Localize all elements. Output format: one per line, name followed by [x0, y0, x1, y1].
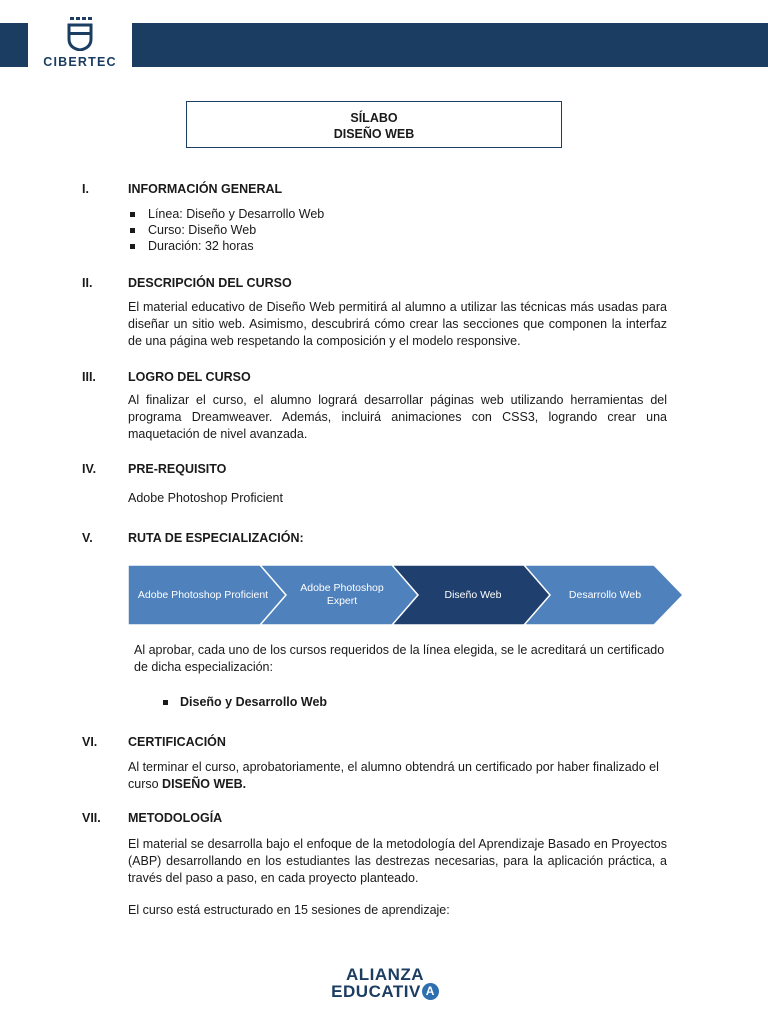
logo-text: CIBERTEC [43, 55, 117, 69]
sessions-text: El curso está estructurado en 15 sesiones de aprendizaje: [128, 903, 450, 917]
section-title: DESCRIPCIÓN DEL CURSO [128, 276, 292, 290]
section-title: LOGRO DEL CURSO [128, 370, 251, 384]
prerequisite-text: Adobe Photoshop Proficient [128, 491, 283, 505]
section-number: V. [82, 531, 93, 545]
route-step-label: Adobe Photoshop Proficient [137, 588, 269, 601]
logo-line-2 [329, 983, 441, 1000]
methodology-text: El material se desarrolla bajo el enfoque de la metodología del Aprendizaje Basado en Proyectos (ABP) desarrollando en los estudiantes las destrezas necesarias, para la aplicación práctica, a través del paso a paso, en cada proyecto planteado. [128, 837, 667, 885]
route-step-label: Desarrollo Web [568, 588, 642, 601]
section-title: CERTIFICACIÓN [128, 735, 226, 749]
title-line-1: SÍLABO [350, 111, 398, 125]
achievement-text: Al finalizar el curso, el alumno logrará desarrollar páginas web utilizando herramientas del programa Dreamweaver. Además, incluirá animaciones con CSS3, logrando crear una maquetación de nivel avanzada. [128, 393, 667, 441]
info-list [128, 206, 324, 254]
section-number: III. [82, 370, 96, 384]
logo-line-2-text: EDUCATIV [331, 982, 421, 1001]
section-title: PRE-REQUISITO [128, 462, 227, 476]
section-number: VII. [82, 811, 101, 825]
list-item: Línea: Diseño y Desarrollo Web [128, 206, 324, 222]
alianza-educativa-logo [329, 966, 441, 1000]
section-number: VI. [82, 735, 98, 749]
route-step-label: Diseño Web [444, 588, 502, 601]
route-step-label: Adobe Photoshop Expert [300, 582, 384, 607]
certification-course: DISEÑO WEB. [162, 777, 247, 791]
list-item: Curso: Diseño Web [128, 222, 324, 238]
section-title: METODOLOGÍA [128, 811, 223, 825]
a-mark-icon: A [422, 983, 439, 1000]
logo-line-1: ALIANZA [345, 965, 425, 984]
title-line-2: DISEÑO WEB [333, 127, 415, 141]
section-number: II. [82, 276, 93, 290]
section-title: RUTA DE ESPECIALIZACIÓN: [128, 531, 304, 545]
certification-body: Al terminar el curso, aprobatoriamente, el alumno obtendrá un certificado por haber finalizado el curso [128, 760, 659, 791]
specialization-item: Diseño y Desarrollo Web [163, 695, 327, 709]
document-title [186, 101, 562, 148]
cibertec-logo [28, 14, 132, 74]
route-note: Al aprobar, cada uno de los cursos requeridos de la línea elegida, se le acreditará un certificado de dicha especialización: [134, 643, 665, 674]
section-number: I. [82, 182, 89, 196]
description-text: El material educativo de Diseño Web permitirá al alumno a utilizar las técnicas más usadas para diseñar un sitio web. Asimismo, descubrirá cómo crear las secciones que componen la interfaz de una página web respetando la composición y el modelo responsive. [128, 300, 667, 348]
crest-icon [65, 17, 95, 51]
certification-text [128, 759, 667, 793]
list-item: Duración: 32 horas [128, 238, 324, 254]
section-title: INFORMACIÓN GENERAL [128, 182, 283, 196]
section-number: IV. [82, 462, 97, 476]
